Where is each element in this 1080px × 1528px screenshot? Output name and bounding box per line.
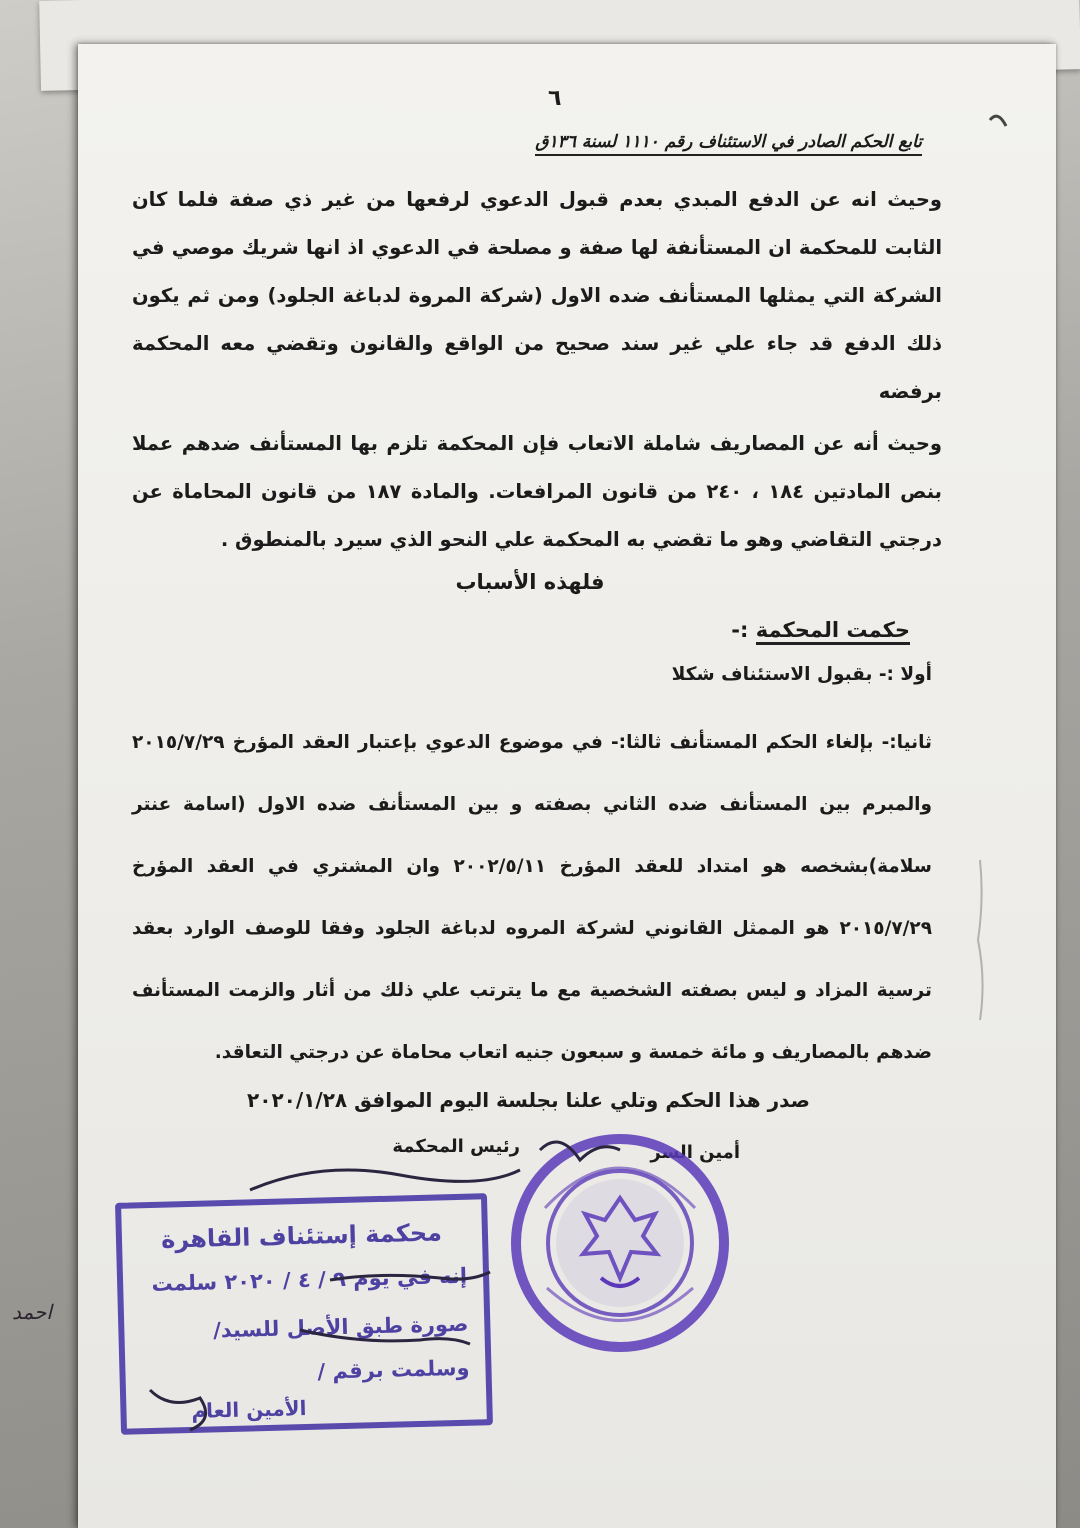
stamp-court-name: محكمة إستئناف القاهرة — [160, 1218, 443, 1254]
ruling-heading-suffix: :- — [731, 618, 756, 642]
margin-handwritten-name: احمد — [12, 1300, 52, 1324]
paragraph-expenses: وحيث أنه عن المصاريف شاملة الاتعاب فإن المحكمة تلزم بها المستأنف ضدهم عملا بنص المادتين ١٨٤ ، ٢٤٠ من قانون المرافعات. والمادة ١٨٧ من قانون المحاماة عن درجتي التقاضي وهو ما تقضي به المحكمة علي النحو الذي سيرد بالمنطوق . — [132, 432, 943, 551]
page-number: ٦ — [548, 86, 562, 111]
issued-line: صدر هذا الحكم وتلي علنا بجلسة اليوم الموافق ٢٠٢٠/١/٢٨ — [247, 1088, 810, 1112]
signature-secretary-label: أمين السر — [650, 1142, 740, 1163]
ruling-first: أولا :- بقبول الاستئناف شكلا — [671, 664, 932, 685]
reasons-title: فلهذه الأسباب — [455, 570, 605, 594]
paragraph-standing: وحيث انه عن الدفع المبدي بعدم قبول الدعوي لرفعها من غير ذي صفة فلما كان الثابت للمحكمة ان المستأنفة لها صفة و مصلحة في الدعوي اذ انها شريك موصي في الشركة التي يمثلها المستأنف ضده الاول (شركة المروة لدباغة الجلود) ومن ثم يكون ذلك الدفع قد جاء علي غير سند صحيح من الواقع والقانون وتقضي معه المحكمة برفضه — [132, 188, 942, 403]
stamp-number-line: وسلمت برقم / — [317, 1355, 470, 1384]
signature-chief-label: رئيس المحكمة — [392, 1136, 520, 1157]
ruling-heading-label: حكمت المحكمة — [756, 618, 910, 645]
certification-stamp — [115, 1193, 493, 1435]
court-seal — [505, 1128, 735, 1358]
ruling-second: ثانيا:- بإلغاء الحكم المستأنف ثالثا:- في موضوع الدعوي بإعتبار العقد المؤرخ ٢٠١٥/٧/٢٩ والمبرم بين المستأنف ضده الثاني بصفته و بين المستأنف ضده الاول (اسامة عنتر سلامة)بشخصه هو امتداد للعقد المؤرخ ٢٠٠٢/٥/١١ وان المشتري في العقد المؤرخ ٢٠١٥/٧/٢٩ هو الممثل القانوني لشركة المروه لدباغة الجلود وفقا للوصف الوارد بعقد ترسية المزاد و ليس بصفته الشخصية مع ما يترتب علي ذلك من أثار والزمت المستأنف ضدهم بالمصاريف و مائة خمسة و سبعون جنيه اتعاب محاماة عن درجتي التعاقد. — [132, 732, 932, 1063]
document-header: تابع الحكم الصادر في الاستئناف رقم ١١١٠ لسنة ١٣٦ق — [535, 132, 922, 156]
stamp-secretary-line: الأمين العام — [191, 1395, 307, 1423]
stamp-copy-line: صورة طبق الأصل للسيد/ — [212, 1311, 469, 1343]
stamp-day-line: إنه في يوم ٩ / ٤ / ٢٠٢٠ سلمت — [151, 1263, 468, 1296]
ruling-heading — [731, 618, 910, 642]
